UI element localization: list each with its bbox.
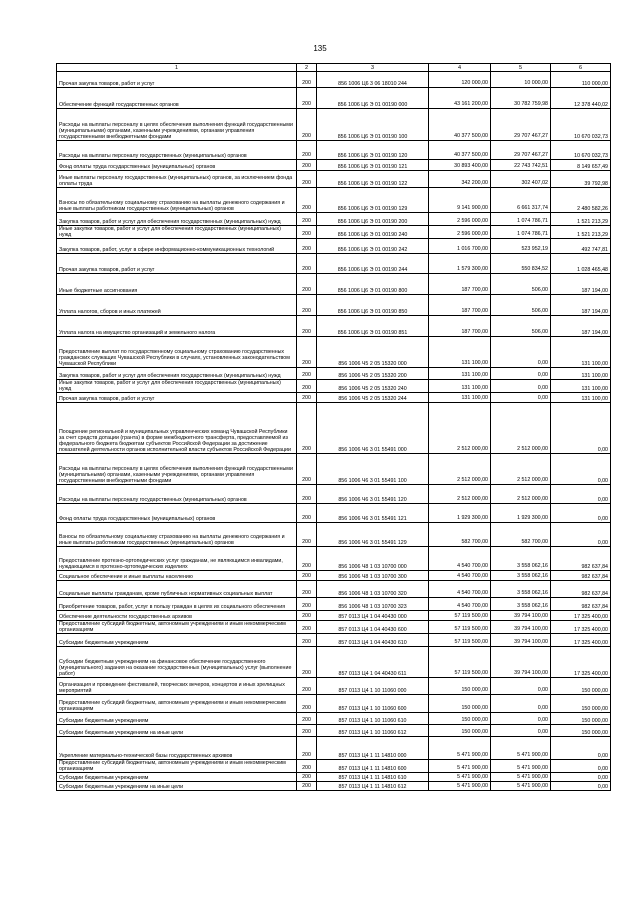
unexecuted-amount: 187 194,00 <box>551 316 611 337</box>
table-row <box>57 504 611 523</box>
expense-name: Прочая закупка товаров, работ и услуг <box>57 393 297 403</box>
expense-name: Предоставление субсидий бюджетным, автономным учреждениям и иным некоммерческим организациям <box>57 621 297 634</box>
table-row <box>57 239 611 254</box>
budget-classification-code: 856 1006 Ц6 Э 01 00190 129 <box>317 188 429 213</box>
line-code: 200 <box>297 160 317 171</box>
approved-amount: 5 471 900,00 <box>429 782 491 791</box>
unexecuted-amount: 17 325 400,00 <box>551 621 611 634</box>
executed-amount: 5 471 900,00 <box>491 760 551 773</box>
expense-name: Обеспечение деятельности государственных архивов <box>57 611 297 621</box>
budget-classification-code: 856 1006 Ч6 3 01 55491 100 <box>317 454 429 485</box>
approved-amount: 57 119 500,00 <box>429 611 491 621</box>
line-code: 200 <box>297 782 317 791</box>
table-row <box>57 454 611 485</box>
approved-amount: 131 100,00 <box>429 393 491 403</box>
line-code: 200 <box>297 773 317 782</box>
approved-amount: 2 512 000,00 <box>429 485 491 504</box>
table-row <box>57 485 611 504</box>
unexecuted-amount: 17 325 400,00 <box>551 647 611 678</box>
unexecuted-amount: 982 637,84 <box>551 571 611 581</box>
line-code: 200 <box>297 403 317 454</box>
executed-amount: 10 000,00 <box>491 72 551 88</box>
budget-classification-code: 856 1006 Ч5 2 05 15320 240 <box>317 380 429 393</box>
expense-name: Субсидии бюджетным учреждениям на иные цели <box>57 725 297 737</box>
approved-amount: 57 119 500,00 <box>429 647 491 678</box>
expense-name: Предоставление субсидий бюджетным, автономным учреждениям и иным некоммерческим организациям <box>57 695 297 713</box>
table-row <box>57 523 611 547</box>
expense-name: Расходы на выплаты персоналу в целях обеспечения выполнения функций государственными (муниципальными) органами, казенными учреждениями, органами управления государственными внебюджетными фондами <box>57 454 297 485</box>
approved-amount: 57 119 500,00 <box>429 621 491 634</box>
budget-classification-code: 857 0113 Ц4 1 11 14810 610 <box>317 773 429 782</box>
budget-classification-code: 856 1006 Ц6 Э 01 00190 850 <box>317 295 429 316</box>
unexecuted-amount: 982 637,84 <box>551 547 611 571</box>
unexecuted-amount: 39 792,98 <box>551 171 611 188</box>
executed-amount: 5 471 900,00 <box>491 782 551 791</box>
executed-amount: 2 512 000,00 <box>491 403 551 454</box>
table-row <box>57 171 611 188</box>
line-code: 200 <box>297 504 317 523</box>
expense-name: Расходы на выплаты персоналу в целях обеспечения выполнения функций государственными (муниципальными) органами, казенными учреждениями, органами управления государственными внебюджетными фондами <box>57 109 297 141</box>
executed-amount: 302 407,02 <box>491 171 551 188</box>
line-code: 200 <box>297 647 317 678</box>
budget-classification-code: 857 0113 Ц4 1 04 40430 600 <box>317 621 429 634</box>
table-row <box>57 337 611 368</box>
table-row <box>57 737 611 760</box>
line-code: 200 <box>297 725 317 737</box>
line-code: 200 <box>297 611 317 621</box>
column-header-1: 1 <box>57 64 297 72</box>
expense-name: Субсидии бюджетным учреждениям на финансовое обеспечение государственного (муниципального) задания на оказание государственных (муниципальных) услуг (выполнение работ) <box>57 647 297 678</box>
budget-classification-code: 856 1006 Ц6 Э 01 00190 121 <box>317 160 429 171</box>
column-header-3: 3 <box>317 64 429 72</box>
approved-amount: 582 700,00 <box>429 523 491 547</box>
unexecuted-amount: 17 325 400,00 <box>551 634 611 647</box>
expense-name: Закупка товаров, работ, услуг в сфере информационно-коммуникационных технологий <box>57 239 297 254</box>
budget-classification-code: 856 1006 Ц6 Э 01 00190 200 <box>317 213 429 226</box>
unexecuted-amount: 150 000,00 <box>551 725 611 737</box>
budget-classification-code: 856 1006 Ч8 1 03 10700 000 <box>317 547 429 571</box>
budget-classification-code: 857 0113 Ц4 1 04 40430 000 <box>317 611 429 621</box>
unexecuted-amount: 10 670 032,73 <box>551 141 611 160</box>
unexecuted-amount: 0,00 <box>551 504 611 523</box>
table-row <box>57 725 611 737</box>
executed-amount: 3 558 062,16 <box>491 598 551 611</box>
approved-amount: 2 512 000,00 <box>429 454 491 485</box>
executed-amount: 1 074 786,71 <box>491 226 551 239</box>
executed-amount: 30 782 759,98 <box>491 88 551 109</box>
budget-classification-code: 857 0113 Ц4 1 11 14810 612 <box>317 782 429 791</box>
line-code: 200 <box>297 678 317 695</box>
table-row <box>57 634 611 647</box>
line-code: 200 <box>297 141 317 160</box>
budget-classification-code: 856 1006 Ч6 3 01 55491 121 <box>317 504 429 523</box>
expense-name: Фонд оплаты труда государственных (муниципальных) органов <box>57 504 297 523</box>
table-row <box>57 274 611 295</box>
executed-amount: 39 794 100,00 <box>491 647 551 678</box>
unexecuted-amount: 131 100,00 <box>551 393 611 403</box>
budget-classification-code: 857 0113 Ц4 1 10 11060 000 <box>317 678 429 695</box>
unexecuted-amount: 0,00 <box>551 454 611 485</box>
line-code: 200 <box>297 621 317 634</box>
approved-amount: 57 119 500,00 <box>429 634 491 647</box>
table-row <box>57 621 611 634</box>
expense-name: Расходы на выплаты персоналу государственных (муниципальных) органов <box>57 141 297 160</box>
line-code: 200 <box>297 337 317 368</box>
budget-classification-code: 857 0113 Ц4 1 11 14810 600 <box>317 760 429 773</box>
line-code: 200 <box>297 380 317 393</box>
page-number: 135 <box>313 44 327 53</box>
expense-name: Поощрение региональной и муниципальных управленческих команд Чувашской Республики за счет средств дотации (гранта) в форме межбюджетного трансферта, предоставляемой из федерального бюджета бюджетам субъектов Российской Федерации за достижение показателей деятельности органов исполнительной власти субъектов Российской Федерации <box>57 403 297 454</box>
unexecuted-amount: 0,00 <box>551 760 611 773</box>
executed-amount: 2 512 000,00 <box>491 485 551 504</box>
executed-amount: 39 794 100,00 <box>491 611 551 621</box>
executed-amount: 3 558 062,16 <box>491 547 551 571</box>
line-code: 200 <box>297 760 317 773</box>
table-row <box>57 316 611 337</box>
approved-amount: 131 100,00 <box>429 337 491 368</box>
approved-amount: 342 200,00 <box>429 171 491 188</box>
expense-name: Предоставление субсидий бюджетным, автономным учреждениям и иным некоммерческим организациям <box>57 760 297 773</box>
expense-name: Прочая закупка товаров, работ и услуг <box>57 72 297 88</box>
budget-classification-code: 856 1006 Ч8 1 03 10700 323 <box>317 598 429 611</box>
column-header-5: 5 <box>491 64 551 72</box>
expense-name: Субсидии бюджетным учреждениям <box>57 713 297 725</box>
table-row <box>57 647 611 678</box>
approved-amount: 187 700,00 <box>429 274 491 295</box>
unexecuted-amount: 187 194,00 <box>551 295 611 316</box>
executed-amount: 5 471 900,00 <box>491 737 551 760</box>
unexecuted-amount: 131 100,00 <box>551 380 611 393</box>
approved-amount: 187 700,00 <box>429 295 491 316</box>
budget-classification-code: 857 0113 Ц4 1 10 11060 600 <box>317 695 429 713</box>
line-code: 200 <box>297 226 317 239</box>
budget-classification-code: 856 1006 Ч8 1 03 10700 300 <box>317 571 429 581</box>
line-code: 200 <box>297 88 317 109</box>
table-row <box>57 380 611 393</box>
unexecuted-amount: 492 747,81 <box>551 239 611 254</box>
table-row <box>57 254 611 274</box>
executed-amount: 29 707 467,27 <box>491 109 551 141</box>
line-code: 200 <box>297 316 317 337</box>
budget-classification-code: 856 1006 Ц6 Э 01 00190 100 <box>317 109 429 141</box>
budget-classification-code: 856 1006 Ц6 Э 01 00190 120 <box>317 141 429 160</box>
executed-amount: 0,00 <box>491 678 551 695</box>
expense-name: Предоставление протезно-ортопедических услуг гражданам, не являющимся инвалидами, нуждающимся в протезно-ортопедических изделиях <box>57 547 297 571</box>
budget-classification-code: 857 0113 Ц4 1 04 40430 611 <box>317 647 429 678</box>
line-code: 200 <box>297 571 317 581</box>
approved-amount: 2 596 000,00 <box>429 213 491 226</box>
budget-classification-code: 856 1006 Ч6 3 01 55491 120 <box>317 485 429 504</box>
table-row <box>57 713 611 725</box>
table-row <box>57 109 611 141</box>
expense-name: Обеспечение функций государственных органов <box>57 88 297 109</box>
line-code: 200 <box>297 713 317 725</box>
table-row <box>57 773 611 782</box>
unexecuted-amount: 150 000,00 <box>551 713 611 725</box>
expense-name: Субсидии бюджетным учреждениям <box>57 773 297 782</box>
approved-amount: 2 512 000,00 <box>429 403 491 454</box>
expense-name: Укрепление материально-технической базы государственных архивов <box>57 737 297 760</box>
table-row <box>57 295 611 316</box>
unexecuted-amount: 12 378 440,02 <box>551 88 611 109</box>
executed-amount: 29 707 467,27 <box>491 141 551 160</box>
executed-amount: 1 929 300,00 <box>491 504 551 523</box>
executed-amount: 3 558 062,16 <box>491 581 551 598</box>
budget-classification-code: 856 1006 Ч5 2 05 15320 244 <box>317 393 429 403</box>
line-code: 200 <box>297 523 317 547</box>
table-row <box>57 403 611 454</box>
column-header-4: 4 <box>429 64 491 72</box>
expense-name: Социальное обеспечение и иные выплаты населению <box>57 571 297 581</box>
table-row <box>57 571 611 581</box>
budget-classification-code: 856 1006 Ч5 2 05 15320 000 <box>317 337 429 368</box>
line-code: 200 <box>297 737 317 760</box>
line-code: 200 <box>297 72 317 88</box>
unexecuted-amount: 131 100,00 <box>551 337 611 368</box>
executed-amount: 6 661 317,74 <box>491 188 551 213</box>
approved-amount: 187 700,00 <box>429 316 491 337</box>
budget-classification-code: 856 1006 Ц6 Э 01 00190 242 <box>317 239 429 254</box>
line-code: 200 <box>297 368 317 380</box>
budget-classification-code: 856 1006 Ч6 3 01 55491 129 <box>317 523 429 547</box>
unexecuted-amount: 0,00 <box>551 523 611 547</box>
table-row <box>57 598 611 611</box>
unexecuted-amount: 982 637,84 <box>551 598 611 611</box>
line-code: 200 <box>297 695 317 713</box>
unexecuted-amount: 10 670 032,73 <box>551 109 611 141</box>
expense-name: Иные закупки товаров, работ и услуг для обеспечения государственных (муниципальных) нужд <box>57 226 297 239</box>
approved-amount: 40 377 500,00 <box>429 109 491 141</box>
budget-classification-code: 857 0113 Ц4 1 10 11060 612 <box>317 725 429 737</box>
unexecuted-amount: 187 194,00 <box>551 274 611 295</box>
unexecuted-amount: 2 480 582,26 <box>551 188 611 213</box>
expense-name: Иные закупки товаров, работ и услуг для обеспечения государственных (муниципальных) нужд <box>57 380 297 393</box>
table-row <box>57 782 611 791</box>
expense-name: Фонд оплаты труда государственных (муниципальных) органов <box>57 160 297 171</box>
expense-name: Предоставление выплат по государственному социальному страхованию государственных гражданских служащих Чувашской Республики в случаях, установленных законодательством Чувашской Республики <box>57 337 297 368</box>
line-code: 200 <box>297 598 317 611</box>
expense-name: Взносы по обязательному социальному страхованию на выплаты денежного содержания и иные выплаты работникам государственных (муниципальных) органов <box>57 523 297 547</box>
table-row <box>57 160 611 171</box>
unexecuted-amount: 1 028 465,48 <box>551 254 611 274</box>
approved-amount: 4 540 700,00 <box>429 581 491 598</box>
unexecuted-amount: 0,00 <box>551 737 611 760</box>
unexecuted-amount: 17 325 400,00 <box>551 611 611 621</box>
line-code: 200 <box>297 109 317 141</box>
unexecuted-amount: 0,00 <box>551 782 611 791</box>
approved-amount: 5 471 900,00 <box>429 760 491 773</box>
approved-amount: 120 000,00 <box>429 72 491 88</box>
executed-amount: 506,00 <box>491 295 551 316</box>
approved-amount: 30 893 400,00 <box>429 160 491 171</box>
executed-amount: 523 952,19 <box>491 239 551 254</box>
table-row <box>57 678 611 695</box>
line-code: 200 <box>297 254 317 274</box>
unexecuted-amount: 1 521 213,29 <box>551 226 611 239</box>
table-row <box>57 547 611 571</box>
expense-name: Взносы по обязательному социальному страхованию на выплаты денежного содержания и иные выплаты работникам государственных (муниципальных) органов <box>57 188 297 213</box>
unexecuted-amount: 110 000,00 <box>551 72 611 88</box>
line-code: 200 <box>297 485 317 504</box>
table-row <box>57 72 611 88</box>
approved-amount: 2 596 000,00 <box>429 226 491 239</box>
expense-name: Организация и проведение фестивалей, творческих вечеров, концертов и иных зрелищных мероприятий <box>57 678 297 695</box>
executed-amount: 1 074 786,71 <box>491 213 551 226</box>
approved-amount: 1 929 300,00 <box>429 504 491 523</box>
line-code: 200 <box>297 547 317 571</box>
budget-classification-code: 856 1006 Ц6 Э 01 00190 851 <box>317 316 429 337</box>
executed-amount: 550 834,52 <box>491 254 551 274</box>
expense-name: Иные бюджетные ассигнования <box>57 274 297 295</box>
expense-name: Расходы на выплаты персоналу государственных (муниципальных) органов <box>57 485 297 504</box>
budget-classification-code: 856 1006 Ц6 Э 01 00190 000 <box>317 88 429 109</box>
approved-amount: 5 471 900,00 <box>429 773 491 782</box>
column-number-header-row <box>57 64 611 72</box>
approved-amount: 150 000,00 <box>429 695 491 713</box>
executed-amount: 0,00 <box>491 713 551 725</box>
budget-classification-code: 857 0113 Ц4 1 04 40430 610 <box>317 634 429 647</box>
expense-name: Социальные выплаты гражданам, кроме публичных нормативных социальных выплат <box>57 581 297 598</box>
executed-amount: 0,00 <box>491 368 551 380</box>
executed-amount: 5 471 900,00 <box>491 773 551 782</box>
executed-amount: 0,00 <box>491 393 551 403</box>
line-code: 200 <box>297 171 317 188</box>
unexecuted-amount: 0,00 <box>551 485 611 504</box>
line-code: 200 <box>297 274 317 295</box>
unexecuted-amount: 8 149 657,49 <box>551 160 611 171</box>
executed-amount: 506,00 <box>491 274 551 295</box>
approved-amount: 131 100,00 <box>429 380 491 393</box>
expense-name: Уплата налога на имущество организаций и земельного налога <box>57 316 297 337</box>
executed-amount: 39 794 100,00 <box>491 621 551 634</box>
unexecuted-amount: 150 000,00 <box>551 695 611 713</box>
approved-amount: 5 471 900,00 <box>429 737 491 760</box>
expense-name: Закупка товаров, работ и услуг для обеспечения государственных (муниципальных) нужд <box>57 368 297 380</box>
budget-classification-code: 857 0113 Ц4 1 10 11060 610 <box>317 713 429 725</box>
unexecuted-amount: 131 100,00 <box>551 368 611 380</box>
budget-classification-code: 856 1006 Ц6 Э 01 00190 800 <box>317 274 429 295</box>
executed-amount: 582 700,00 <box>491 523 551 547</box>
unexecuted-amount: 0,00 <box>551 773 611 782</box>
executed-amount: 39 794 100,00 <box>491 634 551 647</box>
expense-name: Субсидии бюджетным учреждениям на иные цели <box>57 782 297 791</box>
expense-name: Уплата налогов, сборов и иных платежей <box>57 295 297 316</box>
table-row <box>57 368 611 380</box>
table-row <box>57 581 611 598</box>
budget-classification-code: 856 1006 Ц6 Э 01 00190 122 <box>317 171 429 188</box>
approved-amount: 40 377 500,00 <box>429 141 491 160</box>
budget-classification-code: 856 1006 Ц6 Э 01 00190 244 <box>317 254 429 274</box>
table-row <box>57 226 611 239</box>
budget-classification-code: 856 1006 Ц6 Э 01 00190 240 <box>317 226 429 239</box>
approved-amount: 150 000,00 <box>429 678 491 695</box>
executed-amount: 22 743 742,51 <box>491 160 551 171</box>
column-header-6: 6 <box>551 64 611 72</box>
table-row <box>57 760 611 773</box>
line-code: 200 <box>297 454 317 485</box>
expense-name: Закупка товаров, работ и услуг для обеспечения государственных (муниципальных) нужд <box>57 213 297 226</box>
budget-execution-table <box>56 63 611 791</box>
expense-name: Иные выплаты персоналу государственных (муниципальных) органов, за исключением фонда оплаты труда <box>57 171 297 188</box>
table-row <box>57 88 611 109</box>
budget-classification-code: 856 1006 Ч6 3 01 55491 000 <box>317 403 429 454</box>
table-row <box>57 611 611 621</box>
approved-amount: 4 540 700,00 <box>429 547 491 571</box>
approved-amount: 4 540 700,00 <box>429 598 491 611</box>
column-header-2: 2 <box>297 64 317 72</box>
table-row <box>57 393 611 403</box>
expense-name: Субсидии бюджетным учреждениям <box>57 634 297 647</box>
table-row <box>57 695 611 713</box>
line-code: 200 <box>297 581 317 598</box>
expense-name: Приобретение товаров, работ, услуг в пользу граждан в целях их социального обеспечения <box>57 598 297 611</box>
budget-classification-code: 857 0113 Ц4 1 11 14810 000 <box>317 737 429 760</box>
unexecuted-amount: 982 637,84 <box>551 581 611 598</box>
executed-amount: 0,00 <box>491 725 551 737</box>
approved-amount: 150 000,00 <box>429 725 491 737</box>
line-code: 200 <box>297 393 317 403</box>
executed-amount: 0,00 <box>491 380 551 393</box>
table-row <box>57 213 611 226</box>
table-row <box>57 141 611 160</box>
approved-amount: 4 540 700,00 <box>429 571 491 581</box>
line-code: 200 <box>297 213 317 226</box>
unexecuted-amount: 1 521 213,29 <box>551 213 611 226</box>
unexecuted-amount: 150 000,00 <box>551 678 611 695</box>
approved-amount: 131 100,00 <box>429 368 491 380</box>
approved-amount: 43 161 200,00 <box>429 88 491 109</box>
executed-amount: 3 558 062,16 <box>491 571 551 581</box>
approved-amount: 1 016 700,00 <box>429 239 491 254</box>
budget-classification-code: 856 1006 Ч5 2 05 15320 200 <box>317 368 429 380</box>
approved-amount: 1 579 300,00 <box>429 254 491 274</box>
line-code: 200 <box>297 239 317 254</box>
table-row <box>57 188 611 213</box>
executed-amount: 0,00 <box>491 695 551 713</box>
line-code: 200 <box>297 295 317 316</box>
line-code: 200 <box>297 634 317 647</box>
executed-amount: 506,00 <box>491 316 551 337</box>
unexecuted-amount: 0,00 <box>551 403 611 454</box>
expense-name: Прочая закупка товаров, работ и услуг <box>57 254 297 274</box>
executed-amount: 2 512 000,00 <box>491 454 551 485</box>
approved-amount: 9 141 900,00 <box>429 188 491 213</box>
budget-classification-code: 856 1006 Ц6 3 06 18010 244 <box>317 72 429 88</box>
line-code: 200 <box>297 188 317 213</box>
budget-classification-code: 856 1006 Ч8 1 03 10700 320 <box>317 581 429 598</box>
executed-amount: 0,00 <box>491 337 551 368</box>
approved-amount: 150 000,00 <box>429 713 491 725</box>
